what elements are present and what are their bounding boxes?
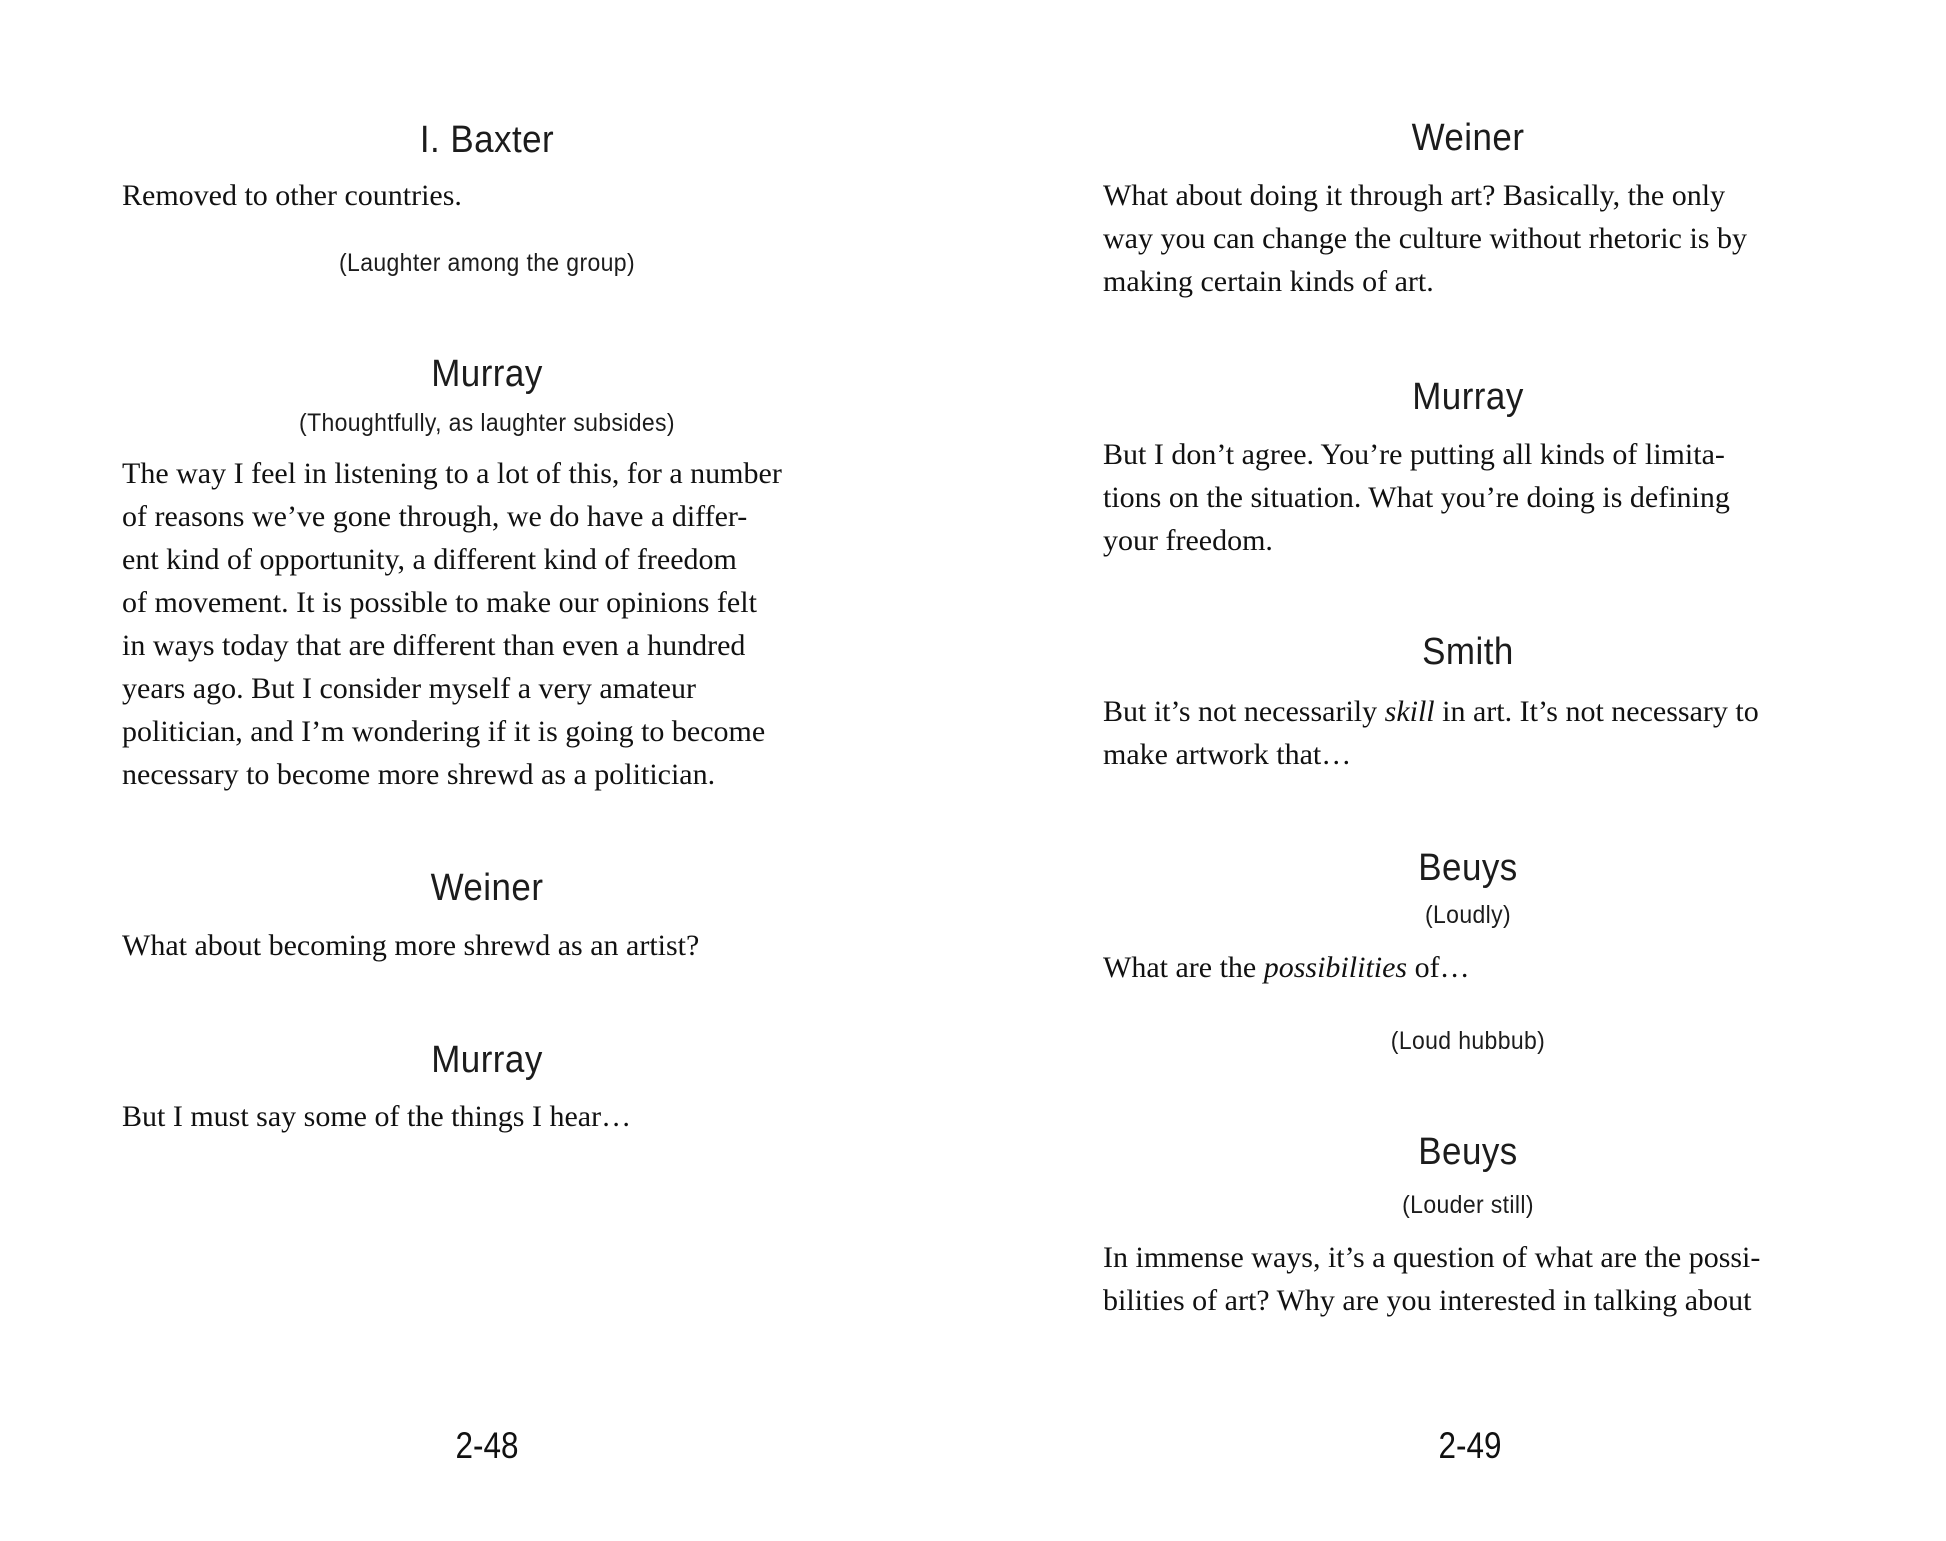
speech-line	[1103, 690, 1833, 733]
speaker-name: Weiner	[1411, 117, 1525, 159]
speech-text	[1103, 174, 1833, 303]
speech-line: way you can change the culture without rhetoric is by	[1103, 222, 1747, 255]
speech-line: your freedom.	[1103, 524, 1273, 557]
speech-line: make artwork that…	[1103, 738, 1352, 771]
stage-direction: (Loud hubbub)	[1390, 1027, 1546, 1055]
speech-text	[1103, 433, 1833, 562]
speech-line: But I must say some of the things I hear…	[122, 1100, 632, 1133]
text-run: But it’s not necessarily	[1103, 695, 1385, 728]
page-number: 2-49	[1438, 1425, 1502, 1466]
emphasis: skill	[1384, 695, 1435, 728]
speaker-name: Murray	[431, 1039, 543, 1081]
speech-line: years ago. But I consider myself a very amateur	[122, 672, 696, 705]
text-run: of…	[1407, 951, 1470, 984]
stage-direction: (Laughter among the group)	[339, 249, 635, 277]
speech-text	[122, 174, 852, 217]
speech-line: bilities of art? Why are you interested in talking about	[1103, 1284, 1752, 1317]
emphasis: possibilities	[1263, 951, 1408, 984]
stage-direction: (Louder still)	[1402, 1191, 1534, 1219]
speech-text	[122, 924, 852, 967]
text-run: What are the	[1103, 951, 1264, 984]
speech-line: In immense ways, it’s a question of what are the possi-	[1103, 1241, 1761, 1274]
speech-line: necessary to become more shrewd as a politician.	[122, 758, 716, 791]
speech-line: tions on the situation. What you’re doing is defining	[1103, 481, 1730, 514]
speaker-name: Smith	[1422, 631, 1514, 673]
page-number: 2-48	[455, 1425, 519, 1466]
speech-line: But I don’t agree. You’re putting all kinds of limita-	[1103, 438, 1725, 471]
speaker-name: Murray	[1412, 376, 1524, 418]
speech-text	[122, 1095, 852, 1138]
speech-text	[1103, 690, 1833, 776]
text-run: in art. It’s not necessary to	[1434, 695, 1759, 728]
speaker-name: Murray	[431, 353, 543, 395]
speech-line: ent kind of opportunity, a different kind of freedom	[122, 543, 737, 576]
speech-line: of movement. It is possible to make our opinions felt	[122, 586, 757, 619]
speaker-name: I. Baxter	[419, 119, 555, 161]
speaker-name: Beuys	[1418, 1131, 1518, 1173]
speech-line: making certain kinds of art.	[1103, 265, 1434, 298]
speech-line: of reasons we’ve gone through, we do have a differ-	[122, 500, 748, 533]
speech-line: What about doing it through art? Basically, the only	[1103, 179, 1726, 212]
speech-line	[1103, 946, 1833, 989]
speech-line: What about becoming more shrewd as an artist?	[122, 929, 700, 962]
speech-text	[122, 452, 852, 796]
speaker-name: Weiner	[430, 867, 544, 909]
speech-line: The way I feel in listening to a lot of this, for a number	[122, 457, 782, 490]
speech-line: politician, and I’m wondering if it is going to become	[122, 715, 766, 748]
speech-line: in ways today that are different than even a hundred	[122, 629, 746, 662]
right-page	[973, 0, 1946, 1541]
speech-line: Removed to other countries.	[122, 179, 462, 212]
stage-direction: (Thoughtfully, as laughter subsides)	[299, 409, 675, 437]
speech-text	[1103, 946, 1833, 989]
stage-direction: (Loudly)	[1424, 901, 1512, 929]
speech-text	[1103, 1236, 1833, 1322]
speaker-name: Beuys	[1418, 847, 1518, 889]
